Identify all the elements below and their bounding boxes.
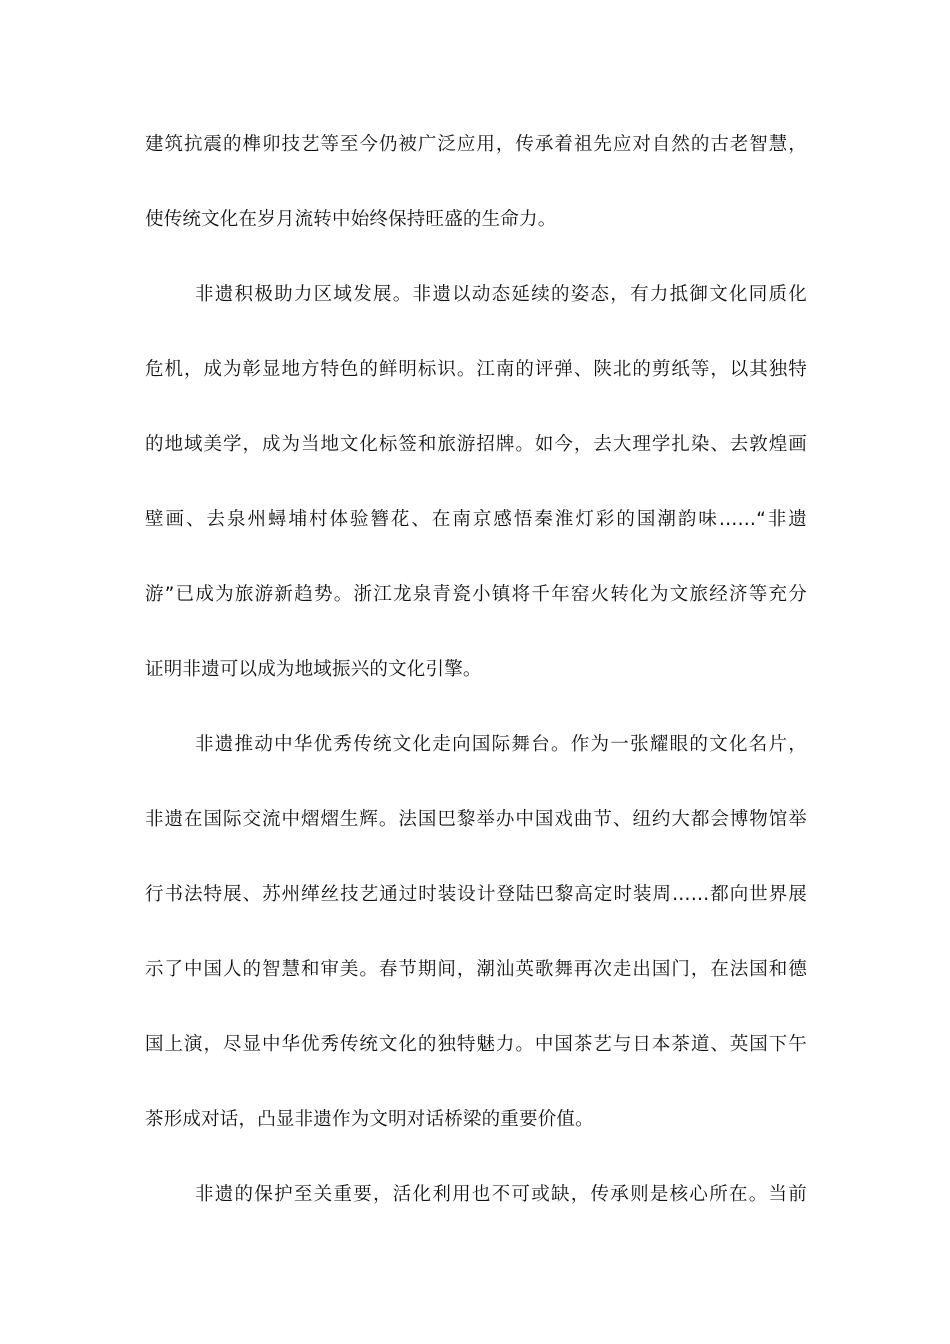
text-line: 壁画、去泉州蟳埔村体验簪花、在南京感悟秦淮灯彩的国潮韵味……“非遗 (145, 509, 807, 530)
text-line: 游”已成为旅游新趋势。浙江龙泉青瓷小镇将千年窑火转化为文旅经济等充分 (145, 584, 807, 605)
paragraph-first-line: 非遗的保护至关重要，活化利用也不可或缺，传承则是核心所在。当前 (195, 1184, 807, 1205)
text-line: 的地域美学，成为当地文化标签和旅游招牌。如今，去大理学扎染、去敦煌画 (145, 434, 807, 455)
paragraph-first-line: 非遗积极助力区域发展。非遗以动态延续的姿态，有力抵御文化同质化 (195, 284, 807, 305)
text-line: 证明非遗可以成为地域振兴的文化引擎。 (145, 659, 482, 680)
text-line: 国上演，尽显中华优秀传统文化的独特魅力。中国茶艺与日本茶道、英国下午 (145, 1034, 807, 1055)
paragraph-first-line: 非遗推动中华优秀传统文化走向国际舞台。作为一张耀眼的文化名片， (195, 734, 807, 755)
text-line: 示了中国人的智慧和审美。春节期间，潮汕英歌舞再次走出国门，在法国和德 (145, 959, 807, 980)
text-line: 使传统文化在岁月流转中始终保持旺盛的生命力。 (145, 209, 557, 230)
text-line: 行书法特展、苏州缂丝技艺通过时装设计登陆巴黎高定时装周……都向世界展 (145, 884, 807, 905)
text-line: 茶形成对话，凸显非遗作为文明对话桥梁的重要价值。 (145, 1109, 594, 1130)
text-line: 非遗在国际交流中熠熠生辉。法国巴黎举办中国戏曲节、纽约大都会博物馆举 (145, 809, 807, 830)
text-line: 建筑抗震的榫卯技艺等至今仍被广泛应用，传承着祖先应对自然的古老智慧， (145, 134, 807, 155)
text-line: 危机，成为彰显地方特色的鲜明标识。江南的评弹、陕北的剪纸等，以其独特 (145, 359, 807, 380)
